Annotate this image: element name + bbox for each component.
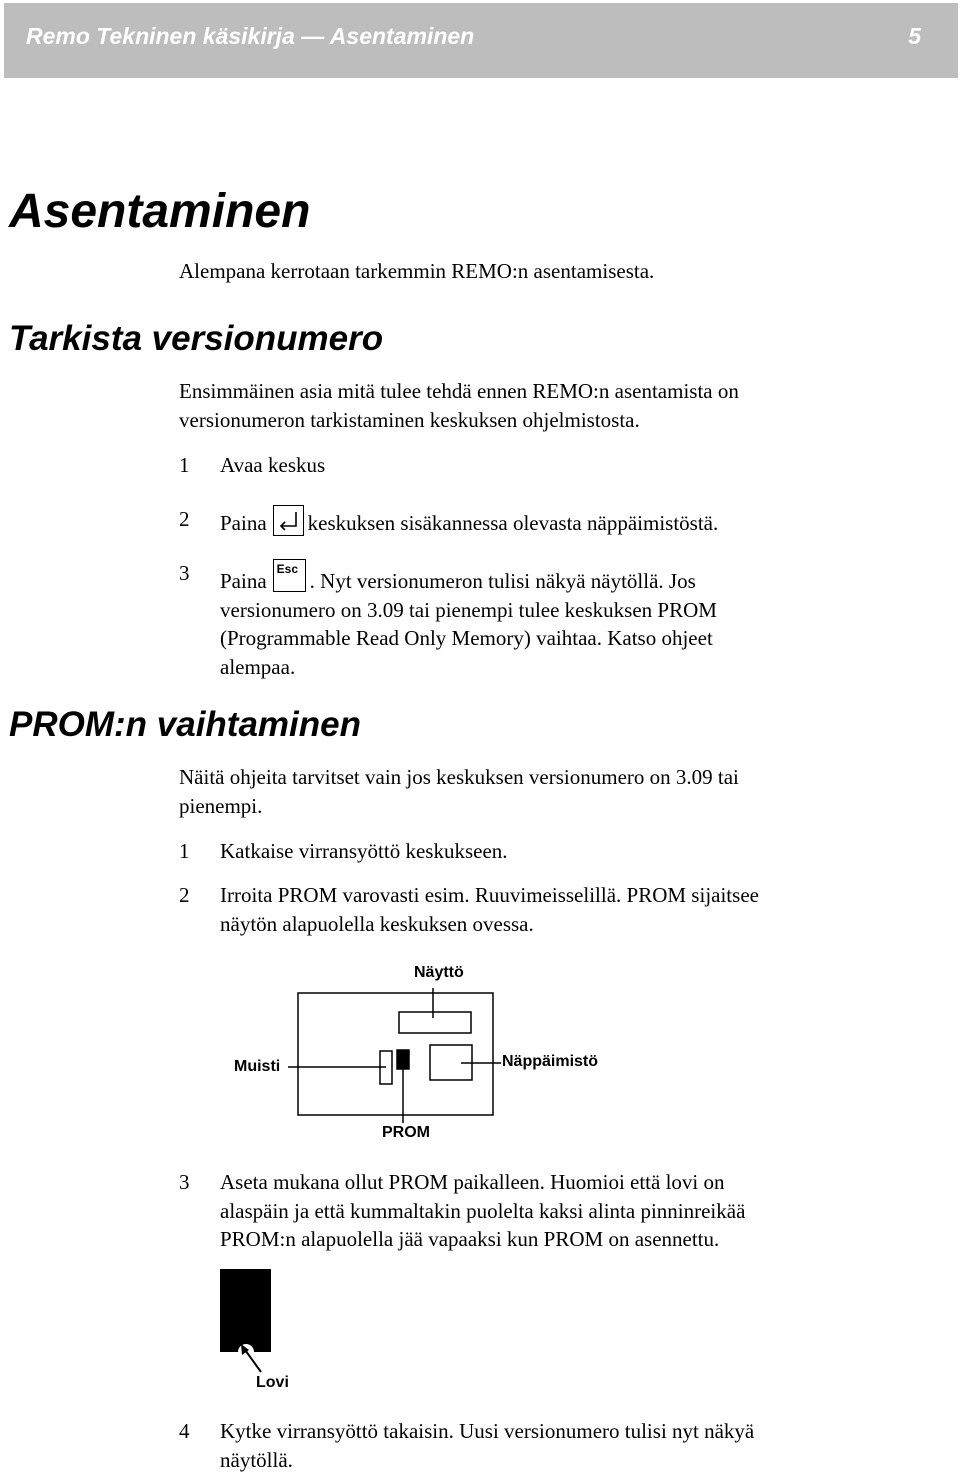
list-item xyxy=(179,1168,899,1254)
esc-key-icon xyxy=(273,559,306,592)
step-text-after: . Nyt versionumeron tulisi näkyä näytöllä. Jos xyxy=(309,569,696,593)
step-text: Avaa keskus xyxy=(220,453,326,477)
section1-paragraph-line: Ensimmäinen asia mitä tulee tehdä ennen REMO:n asentamista on xyxy=(179,379,739,403)
step-text-line: näytöllä. xyxy=(220,1447,293,1472)
step-text xyxy=(220,881,899,938)
label-prom: PROM xyxy=(382,1124,430,1141)
step-text xyxy=(220,1168,899,1254)
prom-chip-figure xyxy=(210,1262,310,1382)
list-item xyxy=(179,837,899,866)
section1-paragraph xyxy=(179,377,919,434)
step-text-before: Paina xyxy=(220,569,267,593)
step-text-line: versionumero on 3.09 tai pienempi tulee keskuksen PROM xyxy=(220,597,717,622)
intro-paragraph: Alempana kerrotaan tarkemmin REMO:n asentamisesta. xyxy=(179,259,655,283)
step-text-line: Aseta mukana ollut PROM paikalleen. Huomioi että lovi on xyxy=(220,1170,725,1194)
step-text-before: Paina xyxy=(220,511,267,535)
list-item xyxy=(179,1417,899,1474)
page-number: 5 xyxy=(908,23,921,49)
step-text-after: keskuksen sisäkannessa olevasta näppäimistöstä. xyxy=(307,511,719,535)
page-title: Asentaminen xyxy=(9,185,311,238)
step-text-line: näytön alapuolella keskuksen ovessa. xyxy=(220,911,534,936)
step-text xyxy=(220,505,899,538)
label-display: Näyttö xyxy=(414,964,464,981)
step-text-line: alaspäin ja että kummaltakin puolelta kaksi alinta pinninreikää xyxy=(220,1198,746,1223)
section2-paragraph-line: pienempi. xyxy=(179,793,263,818)
section1-paragraph-line: versionumeron tarkistaminen keskuksen ohjelmistosta. xyxy=(179,407,640,432)
step-number: 4 xyxy=(179,1419,190,1443)
step-text-line: Kytke virransyöttö takaisin. Uusi versionumero tulisi nyt näkyä xyxy=(220,1419,755,1443)
step-text-line: PROM:n alapuolella jää vapaaksi kun PROM on asennettu. xyxy=(220,1227,720,1251)
step-number: 2 xyxy=(179,883,190,907)
step-text: Katkaise virransyöttö keskukseen. xyxy=(220,839,508,863)
list-item xyxy=(179,451,899,480)
section2-paragraph-line: Näitä ohjeita tarvitset vain jos keskuksen versionumero on 3.09 tai xyxy=(179,765,739,789)
esc-key-label: Esc xyxy=(276,562,299,576)
page-header xyxy=(4,3,958,78)
header-title: Remo Tekninen käsikirja — Asentaminen xyxy=(26,23,475,49)
step-text-line: alempaa. xyxy=(220,654,296,679)
label-keypad: Näppäimistö xyxy=(502,1053,599,1070)
enter-key-icon xyxy=(273,505,304,536)
display-shape xyxy=(399,1012,471,1033)
section-heading-prom: PROM:n vaihtaminen xyxy=(9,705,361,744)
list-item xyxy=(179,559,899,681)
step-text xyxy=(220,1417,899,1474)
step-number: 2 xyxy=(179,507,190,531)
step-number: 3 xyxy=(179,561,190,585)
section2-paragraph xyxy=(179,763,919,820)
step-text-line: (Programmable Read Only Memory) vaihtaa. Katso ohjeet xyxy=(220,626,713,650)
step-text-line: Irroita PROM varovasti esim. Ruuvimeisselillä. PROM sijaitsee xyxy=(220,883,759,907)
section-heading-version: Tarkista versionumero xyxy=(9,319,384,358)
step-number: 1 xyxy=(179,453,190,477)
door-diagram xyxy=(220,955,640,1140)
label-memory: Muisti xyxy=(234,1058,281,1075)
prom-chip xyxy=(220,1269,271,1352)
list-item xyxy=(179,881,899,938)
step-number: 1 xyxy=(179,839,190,863)
list-item xyxy=(179,505,899,538)
step-text xyxy=(220,559,899,681)
step-number: 3 xyxy=(179,1170,190,1194)
label-notch: Lovi xyxy=(256,1374,289,1391)
